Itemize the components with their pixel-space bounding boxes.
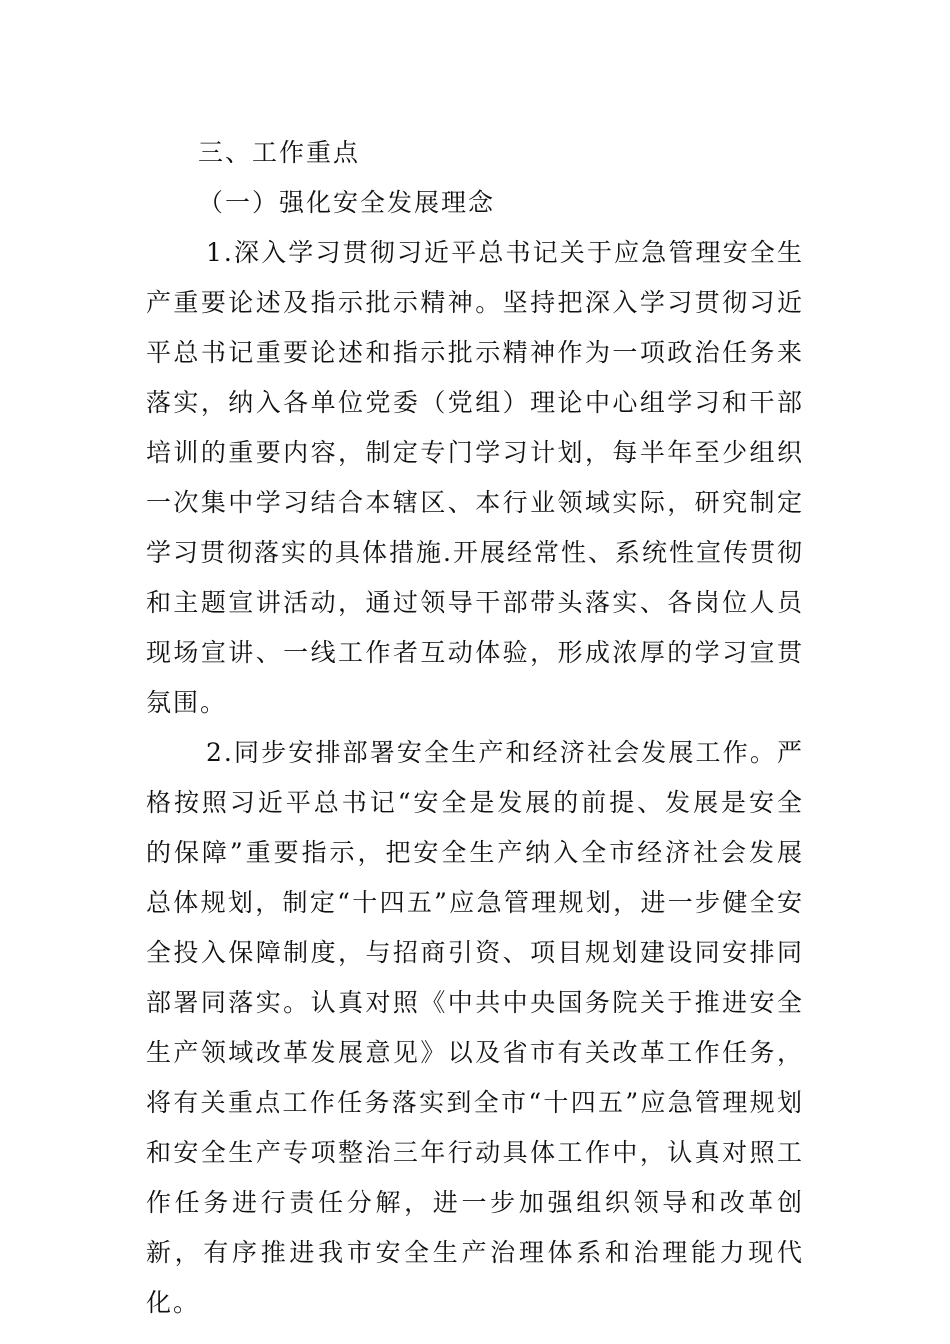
subsection-heading: （一）强化安全发展理念 bbox=[198, 188, 496, 217]
section-heading: 三、工作重点 bbox=[198, 138, 361, 167]
paragraph-2: 2.同步安排部署安全生产和经济社会发展工作。严格按照习近平总书记“安全是发展的前提、发展是安全的保障”重要指示，把安全生产纳入全市经济社会发展总体规划，制定“十四五”应急管理规划，进一步健全安全投入保障制度，与招商引资、项目规划建设同安排同部署同落实。认真对照《中共中央国务院关于推进安全生产领域改革发展意见》以及省市有关改革工作任务，将有关重点工作任务落实到全市“十四五”应急管理规划和安全生产专项整治三年行动具体工作中，认真对照工作任务进行责任分解，进一步加强组织领导和改革创新，有序推进我市安全生产治理体系和治理能力现代化。 bbox=[146, 738, 804, 1317]
paragraph-1: 1.深入学习贯彻习近平总书记关于应急管理安全生产重要论述及指示批示精神。坚持把深入学习贯彻习近平总书记重要论述和指示批示精神作为一项政治任务来落实，纳入各单位党委（党组）理论中心组学习和干部培训的重要内容，制定专门学习计划，每半年至少组织一次集中学习结合本辖区、本行业领域实际，研究制定学习贯彻落实的具体措施.开展经常性、系统性宣传贯彻和主题宣讲活动，通过领导干部带头落实、各岗位人员现场宣讲、一线工作者互动体验，形成浓厚的学习宣贯氛围。 bbox=[146, 238, 804, 717]
document-body bbox=[146, 128, 804, 1328]
